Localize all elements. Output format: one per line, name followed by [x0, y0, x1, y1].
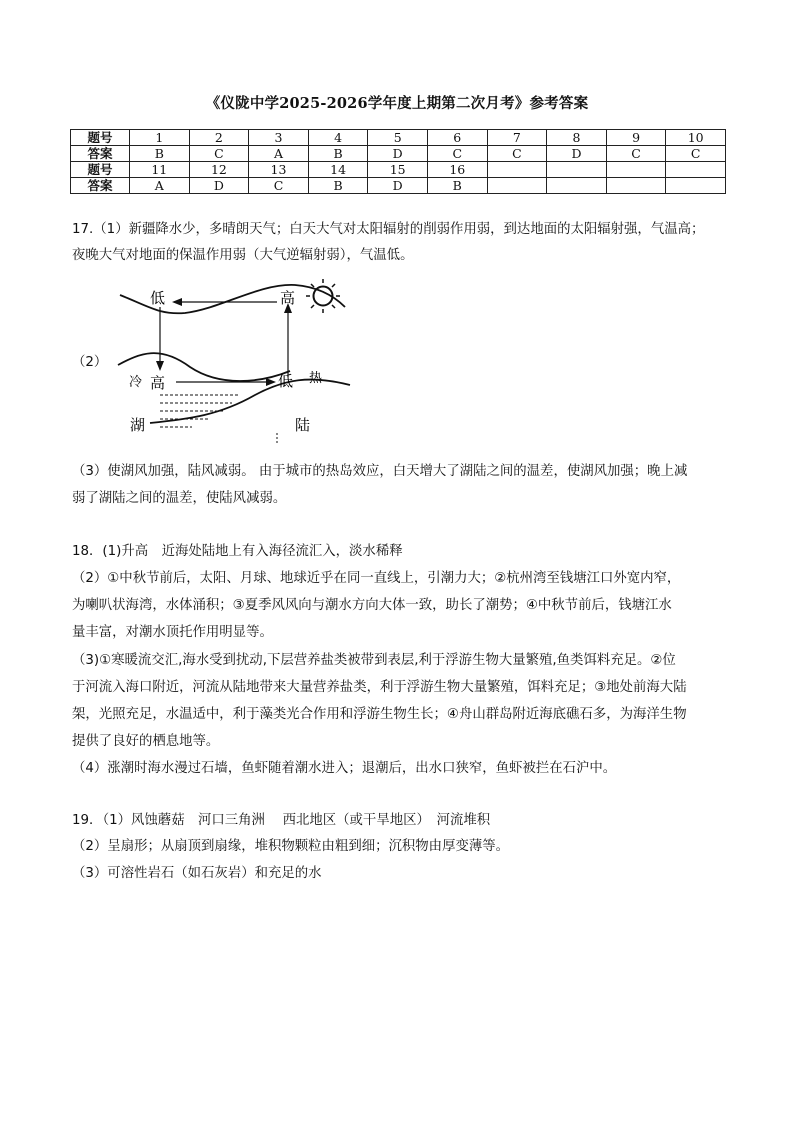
q19-line1: 19．（1）风蚀蘑菇 河口三角洲 西北地区（或干旱地区） 河流堆积: [72, 813, 491, 828]
table-cell: [666, 162, 726, 178]
table-cell: 14: [308, 162, 368, 178]
row-label: 题号: [71, 130, 130, 146]
q17-part3-line1: （3）使湖风加强，陆风减弱。 由于城市的热岛效应，白天增大了湖陆之间的温差，使湖风加强；晚上减: [72, 464, 688, 479]
table-cell: 4: [308, 130, 368, 146]
table-cell: [606, 162, 666, 178]
table-cell: [487, 178, 547, 194]
q19-line2: （2）呈扇形；从扇顶到扇缘，堆积物颗粒由粗到细；沉积物由厚变薄等。: [72, 839, 510, 854]
table-cell: C: [249, 178, 309, 194]
table-cell: 13: [249, 162, 309, 178]
label-hot: 热: [309, 371, 323, 386]
table-cell: [547, 178, 607, 194]
table-cell: 9: [606, 130, 666, 146]
answer-table: [70, 129, 726, 194]
table-cell: 7: [487, 130, 547, 146]
label-low-bottom: 低: [278, 372, 294, 390]
label-high-top: 高: [280, 289, 296, 307]
table-cell: 1: [130, 130, 190, 146]
q19-line3: （3）可溶性岩石（如石灰岩）和充足的水: [72, 866, 322, 881]
table-cell: D: [189, 178, 249, 194]
table-cell: C: [427, 146, 487, 162]
table-cell: 5: [368, 130, 428, 146]
q18-line6: 于河流入海口附近，河流从陆地带来大量营养盐类，利于浮游生物大量繁殖，饵料充足；③地处前海大陆: [72, 680, 687, 695]
table-cell: A: [249, 146, 309, 162]
row-label: 答案: [71, 146, 130, 162]
table-cell: 16: [427, 162, 487, 178]
table-cell: [606, 178, 666, 194]
table-cell: 6: [427, 130, 487, 146]
q17-part1-line1: 17.（1）新疆降水少，多晴朗天气；白天大气对太阳辐射的削弱作用弱，到达地面的太阳辐射强，气温高；: [72, 222, 705, 237]
q18-line9: （4）涨潮时海水漫过石墙，鱼虾随着潮水进入；退潮后，出水口狭窄，鱼虾被拦在石沪中。: [72, 761, 617, 776]
arrow-left-top: [172, 298, 182, 306]
table-cell: B: [308, 178, 368, 194]
coastline-curve: [150, 380, 350, 423]
sun-icon: [306, 279, 340, 313]
table-cell: [547, 162, 607, 178]
table-cell: 2: [189, 130, 249, 146]
table-cell: 15: [368, 162, 428, 178]
table-cell: [666, 178, 726, 194]
table-cell: D: [368, 178, 428, 194]
arrow-down-left: [156, 361, 164, 371]
table-cell: C: [666, 146, 726, 162]
table-cell: 10: [666, 130, 726, 146]
q17-part1-line2: 夜晚大气对地面的保温作用弱（大气逆辐射弱），气温低。: [72, 248, 414, 263]
label-lake: 湖: [130, 416, 146, 434]
table-cell: 11: [130, 162, 190, 178]
table-cell: B: [427, 178, 487, 194]
q18-line3: 为喇叭状海湾，水体涌积；③夏季风风向与潮水方向大体一致，助长了潮势；④中秋节前后，钱塘江水: [72, 598, 672, 613]
row-label: 答案: [71, 178, 130, 194]
label-land: 陆: [295, 416, 311, 434]
answer-table-row: [71, 130, 726, 146]
label-cold: 冷: [129, 375, 143, 390]
lower-isobar-curve: [118, 353, 290, 381]
q18-line8: 提供了良好的栖息地等。: [72, 734, 220, 749]
table-cell: 3: [249, 130, 309, 146]
answer-table-row: [71, 146, 726, 162]
label-high-bottom: 高: [150, 374, 166, 392]
q18-line4: 量丰富，对潮水顶托作用明显等。: [72, 625, 273, 640]
q18-line5: （3)①寒暖流交汇,海水受到扰动,下层营养盐类被带到表层,利于浮游生物大量繁殖,鱼类饵料充足。②位: [72, 653, 676, 668]
arrow-right-bottom: [266, 378, 276, 386]
table-cell: B: [308, 146, 368, 162]
table-cell: C: [487, 146, 547, 162]
row-label: 题号: [71, 162, 130, 178]
q18-line7: 架，光照充足，水温适中，利于藻类光合作用和浮游生物生长；④舟山群岛附近海底礁石多，为海洋生物: [72, 707, 687, 722]
table-cell: A: [130, 178, 190, 194]
q18-line2: （2）①中秋节前后，太阳、月球、地球近乎在同一直线上，引潮力大；②杭州湾至钱塘江口外宽内窄，: [72, 571, 681, 586]
table-cell: [487, 162, 547, 178]
table-cell: D: [368, 146, 428, 162]
answer-table-row: [71, 162, 726, 178]
lake-water-lines: [160, 395, 240, 427]
table-cell: C: [189, 146, 249, 162]
table-cell: 8: [547, 130, 607, 146]
q17-part3-line2: 弱了湖陆之间的温差，使陆风减弱。: [72, 491, 287, 506]
table-cell: B: [130, 146, 190, 162]
page-title: 《仪陇中学2025-2026学年度上期第二次月考》参考答案: [205, 95, 589, 112]
table-cell: D: [547, 146, 607, 162]
table-cell: C: [606, 146, 666, 162]
lake-land-breeze-diagram: [110, 275, 360, 445]
q17-part2-label: （2）: [72, 355, 108, 370]
table-cell: 12: [189, 162, 249, 178]
answer-table-row: [71, 178, 726, 194]
label-low-top: 低: [150, 289, 166, 307]
q18-line1: 18．(1)升高 近海处陆地上有入海径流汇入，淡水稀释: [72, 544, 403, 559]
